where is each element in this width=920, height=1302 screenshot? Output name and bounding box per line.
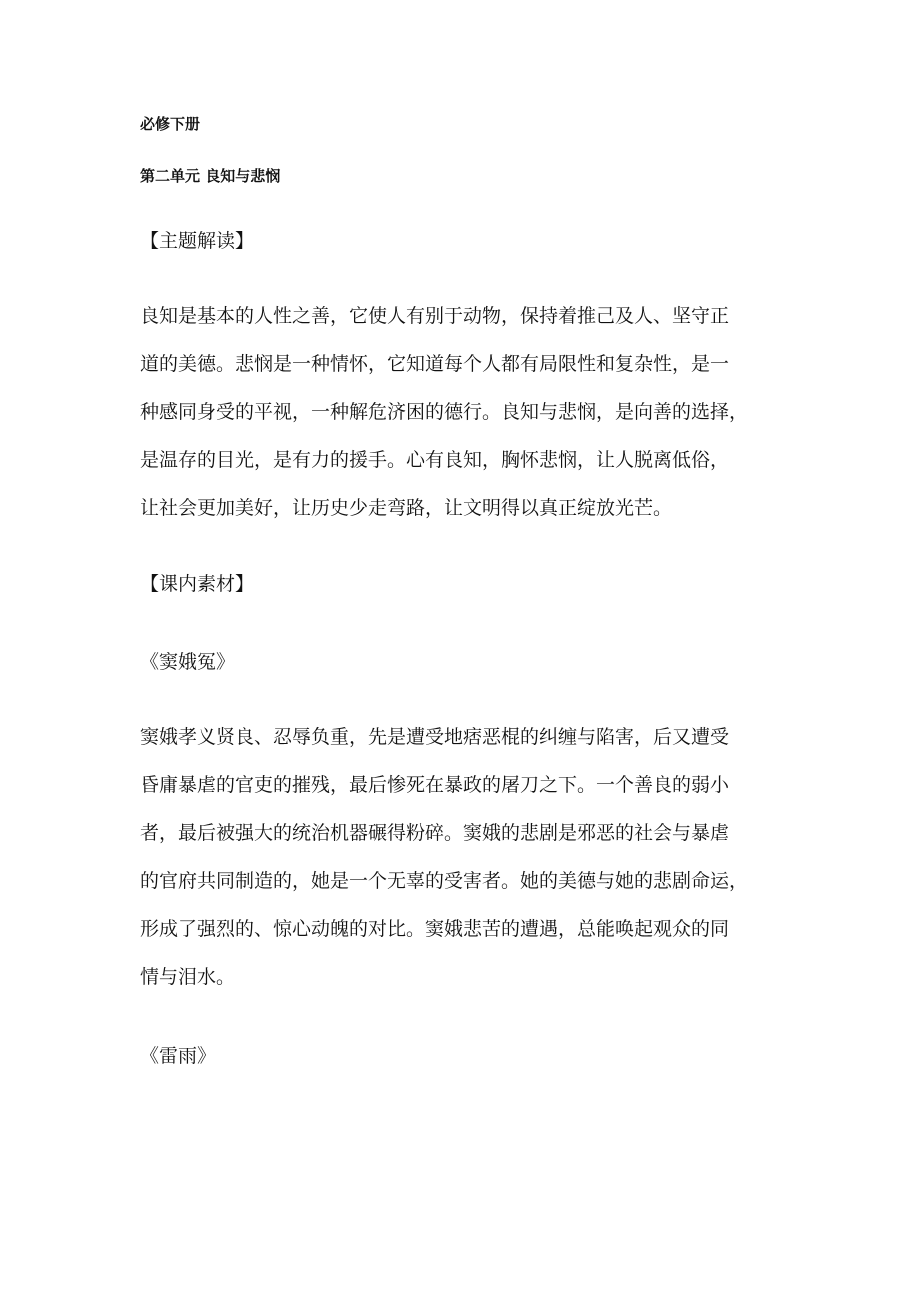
paragraph-line: 窦娥孝义贤良、忍辱负重，先是遭受地痞恶棍的纠缠与陷害，后又遭受 — [140, 726, 730, 748]
paragraph-line: 种感同身受的平视，一种解危济困的德行。良知与悲悯，是向善的选择， — [140, 401, 749, 423]
paragraph-line: 昏庸暴虐的官吏的摧残，最后惨死在暴政的屠刀之下。一个善良的弱小 — [140, 774, 730, 796]
paragraph-line: 情与泪水。 — [140, 966, 236, 988]
paragraph-line: 让社会更加美好，让历史少走弯路，让文明得以真正绽放光芒。 — [140, 497, 673, 519]
dou-e-paragraph — [140, 713, 780, 1001]
paragraph-line: 的官府共同制造的，她是一个无辜的受害者。她的美德与她的悲剧命运， — [140, 870, 749, 892]
work-title-dou-e: 《窦娥冤》 — [140, 651, 236, 673]
volume-label: 必修下册 — [140, 115, 201, 133]
paragraph-line: 是温存的目光，是有力的援手。心有良知，胸怀悲悯，让人脱离低俗， — [140, 449, 730, 471]
paragraph-line: 者，最后被强大的统治机器碾得粉碎。窦娥的悲剧是邪恶的社会与暴虐 — [140, 822, 730, 844]
theme-heading: 【主题解读】 — [140, 230, 255, 252]
paragraph-line: 道的美德。悲悯是一种情怀，它知道每个人都有局限性和复杂性，是一 — [140, 353, 730, 375]
materials-heading: 【课内素材】 — [140, 573, 255, 595]
paragraph-line: 良知是基本的人性之善，它使人有别于动物，保持着推己及人、坚守正 — [140, 305, 730, 327]
work-title-thunderstorm: 《雷雨》 — [140, 1045, 217, 1067]
theme-paragraph — [140, 292, 780, 532]
unit-title: 第二单元 良知与悲悯 — [140, 167, 281, 185]
paragraph-line: 形成了强烈的、惊心动魄的对比。窦娥悲苦的遭遇，总能唤起观众的同 — [140, 918, 730, 940]
